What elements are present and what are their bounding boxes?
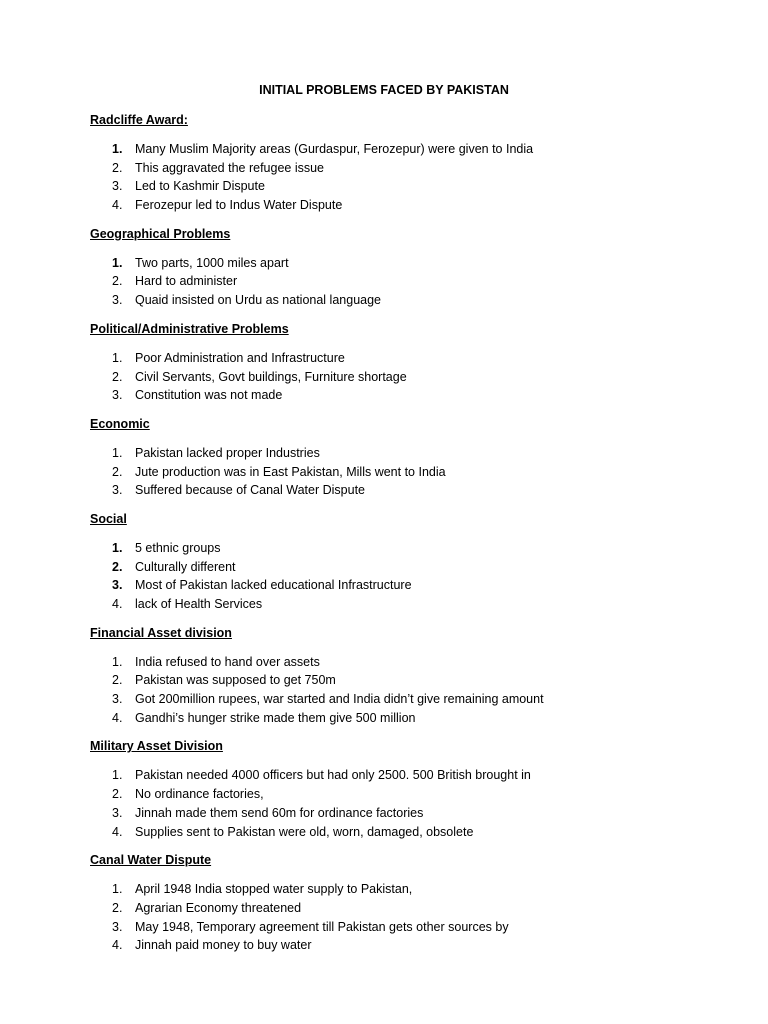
list-item-number: 2. xyxy=(112,787,123,802)
section xyxy=(90,624,710,728)
list-item-text: Pakistan was supposed to get 750m xyxy=(135,673,336,688)
section-heading: Financial Asset division xyxy=(90,625,232,640)
list-item-number: 4. xyxy=(112,938,123,953)
list-item xyxy=(90,899,710,918)
document-title: INITIAL PROBLEMS FACED BY PAKISTAN xyxy=(259,83,509,97)
list-item xyxy=(90,481,710,500)
list-item xyxy=(90,368,710,387)
numbered-list xyxy=(90,444,710,500)
list-item-number: 2. xyxy=(112,673,123,688)
list-item-number: 4. xyxy=(112,824,123,839)
list-item xyxy=(90,690,710,709)
list-item-text: Jinnah paid money to buy water xyxy=(135,938,312,953)
list-item xyxy=(90,918,710,937)
list-item-text: Many Muslim Majority areas (Gurdaspur, Ferozepur) were given to India xyxy=(135,142,534,156)
numbered-list xyxy=(90,880,710,955)
list-item xyxy=(90,709,710,728)
section xyxy=(90,510,710,614)
numbered-list xyxy=(90,140,710,215)
list-item-number: 2. xyxy=(112,369,123,384)
section-heading: Canal Water Dispute xyxy=(90,853,212,868)
list-item xyxy=(90,272,710,291)
list-item-text: 5 ethnic groups xyxy=(135,540,221,555)
list-item-number: 3. xyxy=(112,805,123,820)
list-item-text: Suffered because of Canal Water Dispute xyxy=(135,483,365,498)
list-item-text: Gandhi’s hunger strike made them give 500 million xyxy=(135,710,416,725)
list-item-text: India refused to hand over assets xyxy=(135,654,320,669)
list-item-number: 1. xyxy=(112,882,123,897)
section xyxy=(90,225,710,310)
list-item-number: 1. xyxy=(112,654,123,669)
section xyxy=(90,111,710,215)
list-item xyxy=(90,766,710,785)
list-item xyxy=(90,291,710,310)
list-item-text: Pakistan lacked proper Industries xyxy=(135,445,320,460)
list-item-text: Ferozepur led to Indus Water Dispute xyxy=(135,198,343,213)
list-item-number: 3. xyxy=(112,578,123,593)
list-item xyxy=(90,823,710,842)
numbered-list xyxy=(90,539,710,614)
list-item-number: 3. xyxy=(112,919,123,934)
list-item xyxy=(90,196,710,215)
list-item xyxy=(90,159,710,178)
list-item-text: Most of Pakistan lacked educational Infrastructure xyxy=(135,578,412,593)
list-item-text: No ordinance factories, xyxy=(135,787,264,802)
list-item-number: 4. xyxy=(112,597,123,611)
section xyxy=(90,415,710,500)
list-item-number: 2. xyxy=(112,900,123,915)
numbered-list xyxy=(90,349,710,405)
list-item xyxy=(90,785,710,804)
list-item-text: lack of Health Services xyxy=(135,597,263,611)
list-item-text: Culturally different xyxy=(135,559,236,574)
list-item xyxy=(90,671,710,690)
list-item xyxy=(90,880,710,899)
section xyxy=(90,851,710,955)
list-item-text: Pakistan needed 4000 officers but had only 2500. 500 British brought in xyxy=(135,768,531,783)
list-item-text: May 1948, Temporary agreement till Pakistan gets other sources by xyxy=(135,919,509,934)
list-item-text: Hard to administer xyxy=(135,274,238,289)
list-item-number: 4. xyxy=(112,198,123,213)
list-item xyxy=(90,386,710,405)
document-body xyxy=(90,111,710,965)
list-item xyxy=(90,936,710,955)
list-item-text: This aggravated the refugee issue xyxy=(135,160,325,175)
list-item xyxy=(90,254,710,273)
numbered-list xyxy=(90,254,710,310)
list-item-number: 1. xyxy=(112,445,123,460)
list-item-text: Led to Kashmir Dispute xyxy=(135,179,265,194)
section xyxy=(90,320,710,405)
list-item xyxy=(90,539,710,558)
list-item-text: Jinnah made them send 60m for ordinance factories xyxy=(135,805,424,820)
section-heading: Radcliffe Award: xyxy=(90,113,188,127)
list-item-number: 2. xyxy=(112,464,123,479)
list-item xyxy=(90,177,710,196)
list-item-text: Quaid insisted on Urdu as national language xyxy=(135,293,382,308)
section-heading: Military Asset Division xyxy=(90,739,223,754)
section-heading: Political/Administrative Problems xyxy=(90,321,289,336)
list-item-number: 2. xyxy=(112,274,123,289)
list-item xyxy=(90,595,710,614)
list-item-number: 3. xyxy=(112,293,123,308)
list-item-text: Poor Administration and Infrastructure xyxy=(135,350,345,365)
list-item-number: 1. xyxy=(112,142,123,156)
list-item-text: Two parts, 1000 miles apart xyxy=(135,255,289,270)
list-item-text: April 1948 India stopped water supply to Pakistan, xyxy=(135,882,413,897)
section xyxy=(90,737,710,841)
list-item xyxy=(90,463,710,482)
list-item-text: Civil Servants, Govt buildings, Furniture shortage xyxy=(135,369,407,384)
list-item xyxy=(90,140,710,159)
list-item-text: Jute production was in East Pakistan, Mills went to India xyxy=(135,464,446,479)
list-item-number: 2. xyxy=(112,559,123,574)
list-item xyxy=(90,576,710,595)
list-item-text: Constitution was not made xyxy=(135,388,283,403)
list-item-number: 1. xyxy=(112,768,123,783)
list-item-text: Agrarian Economy threatened xyxy=(135,900,302,915)
list-item-number: 1. xyxy=(112,350,123,365)
list-item xyxy=(90,444,710,463)
list-item-number: 3. xyxy=(112,388,123,403)
section-heading: Economic xyxy=(90,416,150,431)
numbered-list xyxy=(90,653,710,728)
list-item xyxy=(90,558,710,577)
section-heading: Geographical Problems xyxy=(90,226,231,241)
list-item-text: Supplies sent to Pakistan were old, worn, damaged, obsolete xyxy=(135,824,474,839)
list-item-number: 3. xyxy=(112,179,123,194)
list-item-number: 3. xyxy=(112,483,123,498)
numbered-list xyxy=(90,766,710,841)
list-item-text: Got 200million rupees, war started and India didn’t give remaining amount xyxy=(135,692,544,707)
list-item-number: 1. xyxy=(112,540,123,555)
list-item-number: 3. xyxy=(112,692,123,707)
list-item-number: 1. xyxy=(112,255,123,270)
list-item xyxy=(90,653,710,672)
list-item xyxy=(90,349,710,368)
list-item-number: 4. xyxy=(112,710,123,725)
list-item xyxy=(90,804,710,823)
section-heading: Social xyxy=(90,511,127,526)
list-item-number: 2. xyxy=(112,160,123,175)
